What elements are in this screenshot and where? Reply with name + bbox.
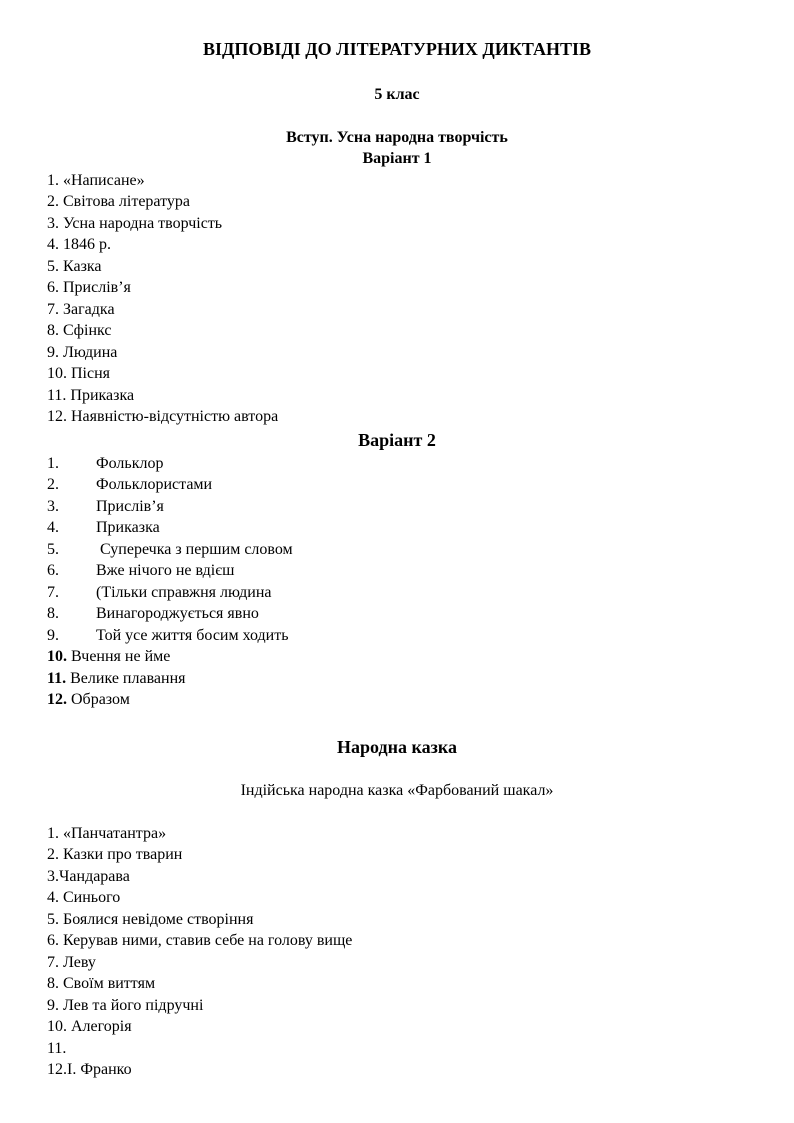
section2-subheading: Індійська народна казка «Фарбований шакал» <box>240 782 554 799</box>
list-item-text: Фольклористами <box>96 476 213 493</box>
list-item-text: Велике плавання <box>66 670 186 687</box>
list-item: 9. Людина <box>47 344 118 361</box>
list-item: 5. Боялися невідоме створіння <box>47 911 254 928</box>
list-item: 12. Наявністю-відсутністю автора <box>47 408 279 425</box>
list-item: 6. Керував ними, ставив себе на голову вище <box>47 932 353 949</box>
list-item: 3. Усна народна творчість <box>47 215 223 232</box>
list-item <box>47 670 186 688</box>
list-item-number: 1. <box>47 455 59 472</box>
list-item-number: 6. <box>47 562 59 579</box>
list-item-text: Вчення не йме <box>67 648 171 665</box>
list-item-number: 7. <box>47 584 59 601</box>
list-item-text: Той усе життя босим ходить <box>96 627 289 644</box>
list-item-number: 3. <box>47 498 59 515</box>
list-item: 4. 1846 р. <box>47 236 111 253</box>
list-item-number: 8. <box>47 605 59 622</box>
list-item-number: 11. <box>47 670 67 687</box>
list-item-number: 9. <box>47 627 59 644</box>
list-item-text: Винагороджується явно <box>96 605 259 622</box>
list-item: 2. Казки про тварин <box>47 846 183 863</box>
list-item: 11. Приказка <box>47 387 135 404</box>
list-item-number: 12. <box>47 691 67 708</box>
list-item-text: Образом <box>67 691 130 708</box>
list-item: 6. Прислів’я <box>47 279 131 296</box>
list-item: 2. Світова література <box>47 193 190 210</box>
list-item-number: 10. <box>47 648 67 665</box>
list-item: 7. Леву <box>47 954 96 971</box>
list-item-text: Прислів’я <box>96 498 164 515</box>
list-item-text: (Тільки справжня людина <box>96 584 272 601</box>
list-item: 8. Своїм виттям <box>47 975 156 992</box>
list-item <box>47 691 130 709</box>
list-item: 10. Алегорія <box>47 1018 132 1035</box>
variant2-title: Варіант 2 <box>358 430 436 450</box>
list-item-number: 2. <box>47 476 59 493</box>
list-item-text: Фольклор <box>96 455 164 472</box>
list-item: 12.І. Франко <box>47 1061 132 1078</box>
list-item: 3.Чандарава <box>47 868 130 885</box>
grade-label: 5 клас <box>374 86 420 103</box>
list-item-number: 5. <box>47 541 59 558</box>
list-item: 10. Пісня <box>47 365 111 382</box>
list-item: 5. Казка <box>47 258 102 275</box>
list-item-text: Суперечка з першим словом <box>96 541 293 558</box>
list-item <box>47 648 170 666</box>
section1-heading: Вступ. Усна народна творчість <box>286 129 508 146</box>
list-item: 8. Сфінкс <box>47 322 112 339</box>
list-item: 9. Лев та його підручні <box>47 997 204 1014</box>
list-item: 1. «Написане» <box>47 172 145 189</box>
list-item-text: Вже нічого не вдієш <box>96 562 235 579</box>
list-item-number: 4. <box>47 519 59 536</box>
list-item: 11. <box>47 1040 67 1057</box>
list-item: 7. Загадка <box>47 301 115 318</box>
list-item: 1. «Панчатантра» <box>47 825 167 842</box>
section2-heading: Народна казка <box>337 737 457 757</box>
list-item-text: Приказка <box>96 519 160 536</box>
list-item: 4. Синього <box>47 889 121 906</box>
document-title: ВІДПОВІДІ ДО ЛІТЕРАТУРНИХ ДИКТАНТІВ <box>203 39 591 59</box>
variant1-title: Варіант 1 <box>362 150 432 167</box>
